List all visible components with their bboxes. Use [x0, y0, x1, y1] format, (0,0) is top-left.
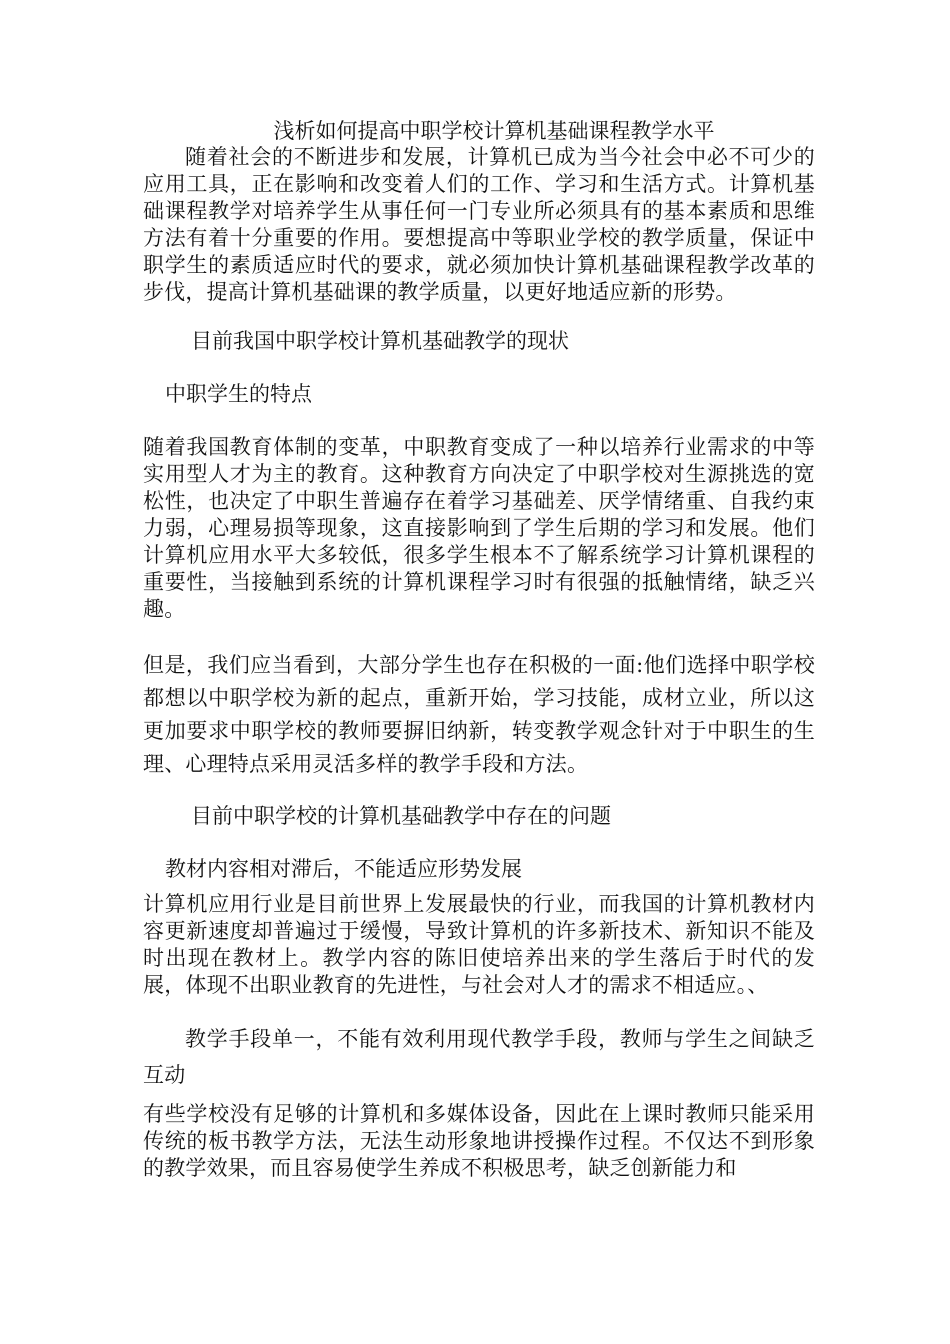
section2-paragraph-1: 计算机应用行业是目前世界上发展最快的行业，而我国的计算机教材内容更新速度却普遍过于缓慢，导致计算机的许多新技术、新知识不能及时出现在教材上。教学内容的陈旧使培养出来的学生落后于时代的发展，体现不出职业教育的先进性，与社会对人才的需求不相适应。、 [143, 892, 815, 997]
spacer [143, 306, 815, 328]
spacer [143, 999, 815, 1021]
intro-paragraph: 随着社会的不断进步和发展，计算机已成为当今社会中必不可少的应用工具，正在影响和改变着人们的工作、学习和生活方式。计算机基础课程教学对培养学生从事任何一门专业所必须具有的基本素质和思维方法有着十分重要的作用。要想提高中等职业学校的教学质量，保证中职学生的素质适应时代的要求，就必须加快计算机基础课程教学改革的步伐，提高计算机基础课的教学质量，以更好地适应新的形势。 [143, 145, 815, 304]
section2-subheading-2: 教学手段单一，不能有效利用现代教学手段，教师与学生之间缺乏互动 [143, 1027, 815, 1087]
section2-subheading-1: 教材内容相对滞后，不能适应形势发展 [165, 857, 522, 881]
spacer [143, 355, 815, 381]
section2-paragraph-2: 有些学校没有足够的计算机和多媒体设备，因此在上课时教师只能采用传统的板书教学方法，无法生动形象地讲授操作过程。不仅达不到形象的教学效果，而且容易使学生养成不积极思考，缺乏创新能力和 [143, 1102, 815, 1180]
section1-subheading: 中职学生的特点 [165, 382, 312, 406]
spacer [143, 408, 815, 434]
document-page [143, 118, 815, 1182]
spacer [143, 623, 815, 649]
spacer [143, 1093, 815, 1101]
section1-paragraph-1: 随着我国教育体制的变革，中职教育变成了一种以培养行业需求的中等实用型人才为主的教育。这种教育方向决定了中职学校对生源挑选的宽松性，也决定了中职生普遍存在着学习基础差、厌学情绪重、自我约束力弱，心理易损等现象，这直接影响到了学生后期的学习和发展。他们计算机应用水平大多较低，很多学生根本不了解系统学习计算机课程的重要性，当接触到系统的计算机课程学习时有很强的抵触情绪，缺乏兴趣。 [143, 435, 815, 621]
spacer [143, 781, 815, 803]
section1-paragraph-2: 但是，我们应当看到，大部分学生也存在积极的一面:他们选择中职学校都想以中职学校为新的起点，重新开始，学习技能，成材立业，所以这更加要求中职学校的教师要摒旧纳新，转变教学观念针对于中职生的生理、心理特点采用灵活多样的教学手段和方法。 [143, 653, 815, 776]
section2-heading: 目前中职学校的计算机基础教学中存在的问题 [191, 804, 611, 828]
section1-heading: 目前我国中职学校计算机基础教学的现状 [191, 329, 569, 353]
spacer [143, 883, 815, 891]
spacer [143, 830, 815, 856]
document-title: 浅析如何提高中职学校计算机基础课程教学水平 [273, 119, 715, 143]
